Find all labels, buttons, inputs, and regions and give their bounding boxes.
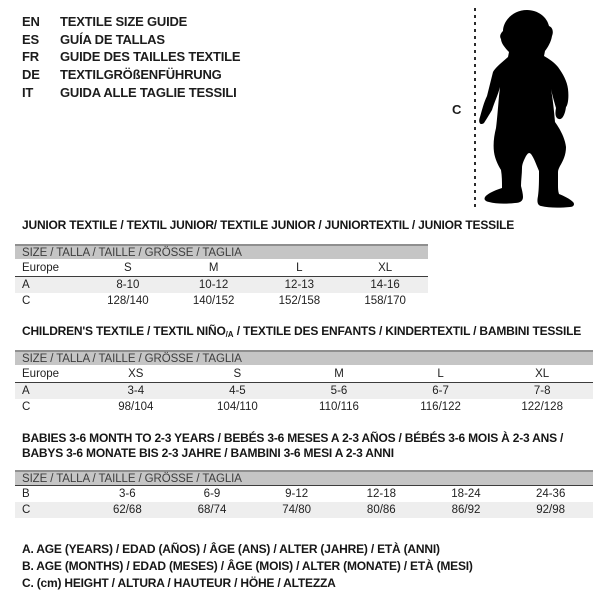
babies-size-table xyxy=(15,470,593,518)
size-header-label: SIZE / TALLA / TAILLE / GRÖSSE / TAGLIA xyxy=(22,246,242,259)
row-label: C xyxy=(22,504,31,516)
cell: 62/68 xyxy=(112,504,142,516)
children-title-part2: / TEXTILE DES ENFANTS / KINDERTEXTIL / BAMBINI TESSILE xyxy=(233,324,582,338)
cell: 9-12 xyxy=(285,488,309,500)
footnote-b: B. AGE (MONTHS) / EDAD (MESES) / ÂGE (MOIS) / ALTER (MONATE) / ETÀ (MESI) xyxy=(22,559,473,574)
table-row-age xyxy=(15,383,593,399)
lang-line-en xyxy=(22,13,240,31)
column-header-l: L xyxy=(296,261,303,274)
cell: 6-7 xyxy=(432,385,449,397)
cell: 18-24 xyxy=(451,488,481,500)
cell: 86/92 xyxy=(451,504,481,516)
table-row-height xyxy=(15,399,593,415)
lang-code: FR xyxy=(22,49,39,65)
cell: 7-8 xyxy=(533,385,551,397)
table-row-height xyxy=(15,502,593,518)
cell: 12-18 xyxy=(366,488,397,500)
column-header-s: S xyxy=(233,367,242,380)
row-label: B xyxy=(22,488,30,500)
column-header-m: M xyxy=(208,261,219,274)
row-label: C xyxy=(22,295,31,307)
cell: 74/80 xyxy=(282,504,312,516)
cell: 6-9 xyxy=(203,488,221,500)
size-header-label: SIZE / TALLA / TAILLE / GRÖSSE / TAGLIA xyxy=(22,352,242,365)
babies-title-line1: BABIES 3-6 MONTH TO 2-3 YEARS / BEBÉS 3-6 MESES A 2-3 AÑOS / BÉBÉS 3-6 MOIS À 2-3 ANS / xyxy=(22,431,564,445)
lang-line-de xyxy=(22,66,240,84)
column-header-s: S xyxy=(124,261,132,274)
lang-code: ES xyxy=(22,31,39,47)
cell: 140/152 xyxy=(192,295,235,307)
lang-title: TEXTILGRÖßENFÜHRUNG xyxy=(60,67,222,83)
size-header-bar xyxy=(15,470,593,486)
lang-code: IT xyxy=(22,84,34,100)
cell: 98/104 xyxy=(118,401,154,413)
lang-line-es xyxy=(22,31,240,49)
column-header-xs: XS xyxy=(128,367,144,380)
cell: 5-6 xyxy=(330,385,348,397)
junior-size-table xyxy=(15,244,428,309)
cell: 3-4 xyxy=(127,385,145,397)
children-title-part1: CHILDREN'S TEXTILE / TEXTIL NIÑO xyxy=(22,324,226,338)
baby-silhouette-icon xyxy=(478,8,576,209)
babies-section-title xyxy=(22,431,563,461)
column-header-europe: Europe xyxy=(22,367,60,380)
table-header-row xyxy=(15,259,428,277)
cell: 116/122 xyxy=(420,401,461,413)
footnote-legend xyxy=(22,541,473,593)
cell: 104/110 xyxy=(217,401,258,413)
footnote-c: C. (cm) HEIGHT / ALTURA / HAUTEUR / HÖHE / ALTEZZA xyxy=(22,576,336,591)
lang-title: GUIDE DES TAILLES TEXTILE xyxy=(60,49,241,65)
size-header-bar xyxy=(15,244,428,259)
lang-line-it xyxy=(22,83,240,101)
column-header-m: M xyxy=(334,367,344,380)
cell: 14-16 xyxy=(370,279,400,291)
cell: 68/74 xyxy=(197,504,227,516)
babies-title-line2: BABYS 3-6 MONATE BIS 2-3 JAHRE / BAMBINI 3-6 MESI A 2-3 ANNI xyxy=(22,446,394,460)
column-header-europe: Europe xyxy=(22,261,60,274)
lang-code: EN xyxy=(22,14,40,30)
cell: 4-5 xyxy=(229,385,246,397)
cell: 24-36 xyxy=(535,488,566,500)
table-row-height xyxy=(15,293,428,309)
size-header-label: SIZE / TALLA / TAILLE / GRÖSSE / TAGLIA xyxy=(22,472,242,485)
cell: 152/158 xyxy=(278,295,321,307)
table-row-age xyxy=(15,277,428,293)
children-size-table xyxy=(15,350,593,415)
column-header-l: L xyxy=(437,367,444,380)
language-title-list xyxy=(22,13,240,101)
lang-line-fr xyxy=(22,48,240,66)
column-header-xl: XL xyxy=(378,261,393,274)
row-label: A xyxy=(22,279,30,291)
height-measure-dotted-line xyxy=(474,8,476,208)
cell: 12-13 xyxy=(284,279,315,291)
size-header-bar xyxy=(15,350,593,365)
cell: 3-6 xyxy=(119,488,136,500)
cell: 80/86 xyxy=(366,504,396,516)
footnote-a: A. AGE (YEARS) / EDAD (AÑOS) / ÂGE (ANS) / ALTER (JAHRE) / ETÀ (ANNI) xyxy=(22,542,440,556)
lang-title: GUÍA DE TALLAS xyxy=(60,31,165,47)
lang-code: DE xyxy=(22,67,40,83)
cell: 110/116 xyxy=(319,401,359,413)
cell: 122/128 xyxy=(521,401,563,413)
cell: 92/98 xyxy=(536,504,566,516)
cell: 8-10 xyxy=(116,279,140,291)
cell: 158/170 xyxy=(364,295,406,307)
cell: 128/140 xyxy=(107,295,149,307)
row-label: A xyxy=(22,385,30,397)
lang-title: GUIDA ALLE TAGLIE TESSILI xyxy=(60,84,237,100)
children-title-subscript: /A xyxy=(225,330,234,339)
lang-title: TEXTILE SIZE GUIDE xyxy=(60,14,188,30)
column-header-xl: XL xyxy=(535,367,550,380)
children-section-title xyxy=(22,324,581,342)
junior-section-title: JUNIOR TEXTILE / TEXTIL JUNIOR/ TEXTILE JUNIOR / JUNIORTEXTIL / JUNIOR TESSILE xyxy=(22,218,515,232)
height-measure-label: C xyxy=(452,102,462,117)
row-label: C xyxy=(22,401,31,413)
table-row-age-months xyxy=(15,486,593,502)
cell: 10-12 xyxy=(198,279,229,291)
table-header-row xyxy=(15,365,593,383)
